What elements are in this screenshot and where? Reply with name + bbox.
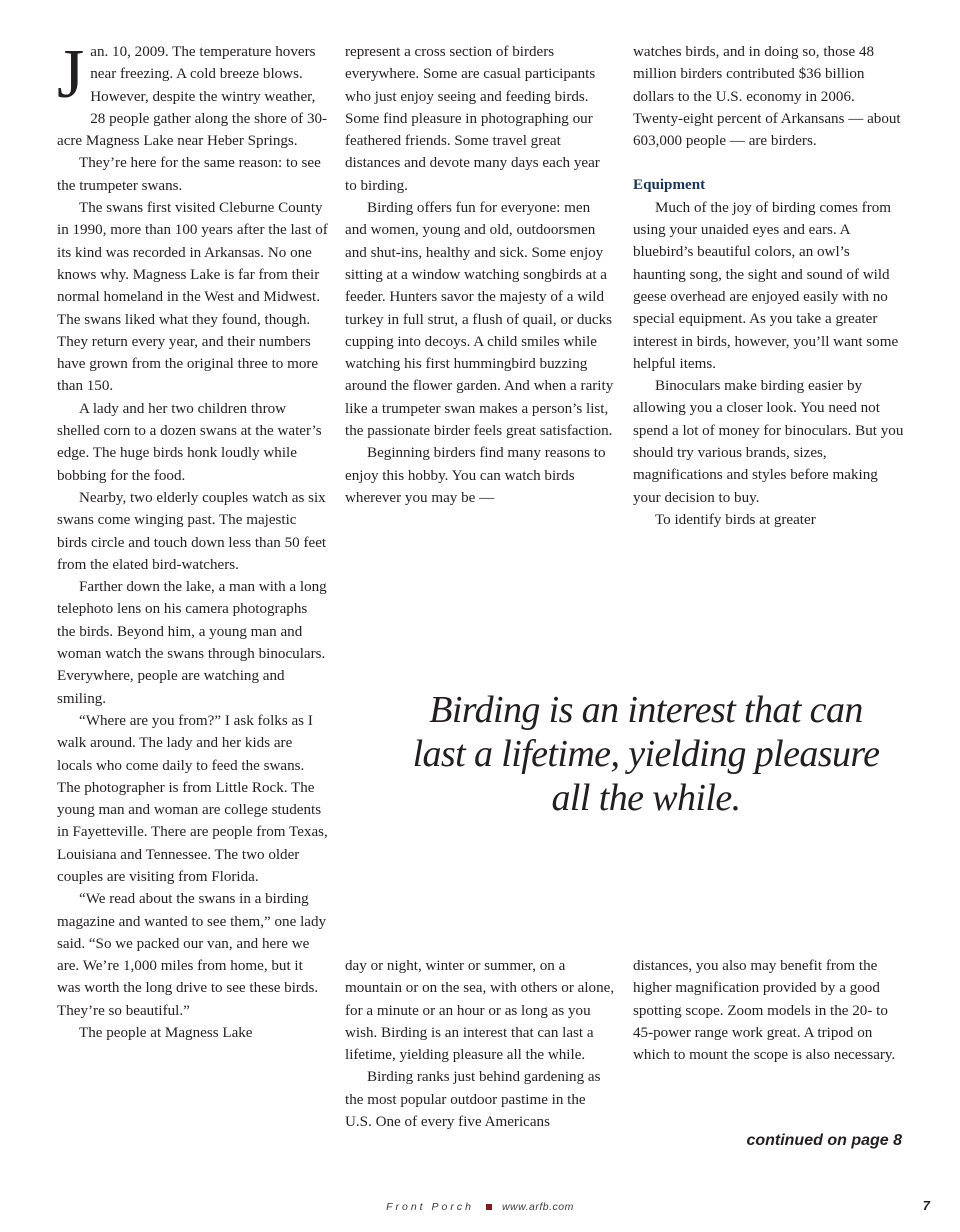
article-column-1 [57,36,329,1044]
paragraph: “We read about the swans in a birding magazine and wanted to see them,” one lady said. “So we packed our van, and here we are. We’re 1,000 miles from home, but it was worth the long drive to see these birds. They’re so beautiful.” [57,891,327,1019]
paragraph: The swans first visited Cleburne County in 1990, more than 100 years after the last of its kind was recorded in Arkansas. No one knows why. Magness Lake is far from their normal homeland in the West and Midwest. The swans liked what they found, though. They return every year, and their numbers have grown from the original three to more than 150. [57,200,328,395]
continued-note: continued on page 8 [746,1132,902,1149]
paragraph: Birding offers fun for everyone: men and women, young and old, outdoorsmen and shut-ins, healthy and sick. Some enjoy sitting at a window watching songbirds at a feeder. Hunters savor the majesty of a wild turkey in full strut, a flush of quail, or ducks cupping into decoys. A child smiles while watching his first hummingbird buzzing around the flower garden. And when a rarity like a trumpeter swan makes a person’s list, the passionate birder feels great satisfaction. [345,200,614,440]
page-footer [0,1201,960,1213]
paragraph: distances, you also may benefit from the higher magnification provided by a good spotting scope. Zoom models in the 20- to 45-power range work great. A tripod on which to mount the scope is also necessary. [633,958,896,1064]
paragraph: watches birds, and in doing so, those 48 million birders contributed $36 billion dollars to the U.S. economy in 2006. Twenty-eight percent of Arkansans — about 603,000 people — are birders. [633,44,901,150]
website-url: www.arfb.com [501,1201,574,1213]
paragraph: Beginning birders find many reasons to enjoy this hobby. You can watch birds wherever you may be — [345,445,606,506]
paragraph: Binoculars make birding easier by allowing you a closer look. You need not spend a lot of money for binoculars. But you should try various brands, sizes, magnifications and styles before making your decision to buy. [633,378,904,506]
page-number: 7 [922,1198,930,1213]
article-column-3-bottom [633,955,905,1066]
drop-cap: J [57,36,85,113]
paragraph: day or night, winter or summer, on a mountain or on the sea, with others or alone, for a minute or an hour or as long as you wish. Birding is an interest that can last a lifetime, yielding pleasure all the while. [345,958,615,1064]
paragraph: Birding ranks just behind gardening as the most popular outdoor pastime in the U.S. One of every five Americans [345,1069,601,1131]
paragraph: The people at Magness Lake [79,1025,253,1042]
publication-name: Front Porch [386,1201,474,1213]
pull-quote: Birding is an interest that can last a lifetime, yielding pleasure all the while. [412,689,880,819]
article-column-3-top [633,41,905,531]
paragraph: Nearby, two elderly couples watch as six swans come winging past. The majestic birds circle and touch down less than 50 feet from the elated bird-watchers. [57,489,327,573]
paragraph-opening [57,36,329,152]
paragraph: Much of the joy of birding comes from using your unaided eyes and ears. A bluebird’s beautiful colors, an owl’s haunting song, the sight and sound of wild geese overhead are enjoyed easily with no special equipment. As you take a greater interest in birds, however, you’ll want some helpful items. [633,199,899,372]
article-column-2-bottom [345,955,615,1133]
paragraph: A lady and her two children throw shelled corn to a dozen swans at the water’s edge. The huge birds honk loudly while bobbing for the food. [57,400,322,484]
separator-square-icon [486,1204,492,1210]
paragraph: “Where are you from?” I ask folks as I walk around. The lady and her kids are locals who come daily to feed the swans. The photographer is from Little Rock. The young man and woman are college students in Fayetteville. There are people from Texas, Louisiana and Tennessee. The two older couples are visiting from Florida. [57,712,328,885]
section-subhead: Equipment [633,177,706,194]
paragraph: To identify birds at greater [655,511,816,528]
paragraph-text: an. 10, 2009. The temperature hovers near freezing. A cold breeze blows. However, despite the wintry weather, 28 people gather along the shore of 30-acre Magness Lake near Heber Springs. [57,44,328,150]
paragraph: Farther down the lake, a man with a long telephoto lens on his camera photographs the birds. Beyond him, a young man and woman watch the swans through binoculars. Everywhere, people are watching and smiling. [57,579,327,707]
paragraph: represent a cross section of birders everywhere. Some are casual participants who just enjoy seeing and feeding birds. Some find pleasure in photographing our feathered friends. Some travel great distances and devote many days each year to birding. [345,44,600,194]
article-column-2-top [345,41,615,509]
paragraph: They’re here for the same reason: to see the trumpeter swans. [57,155,321,194]
